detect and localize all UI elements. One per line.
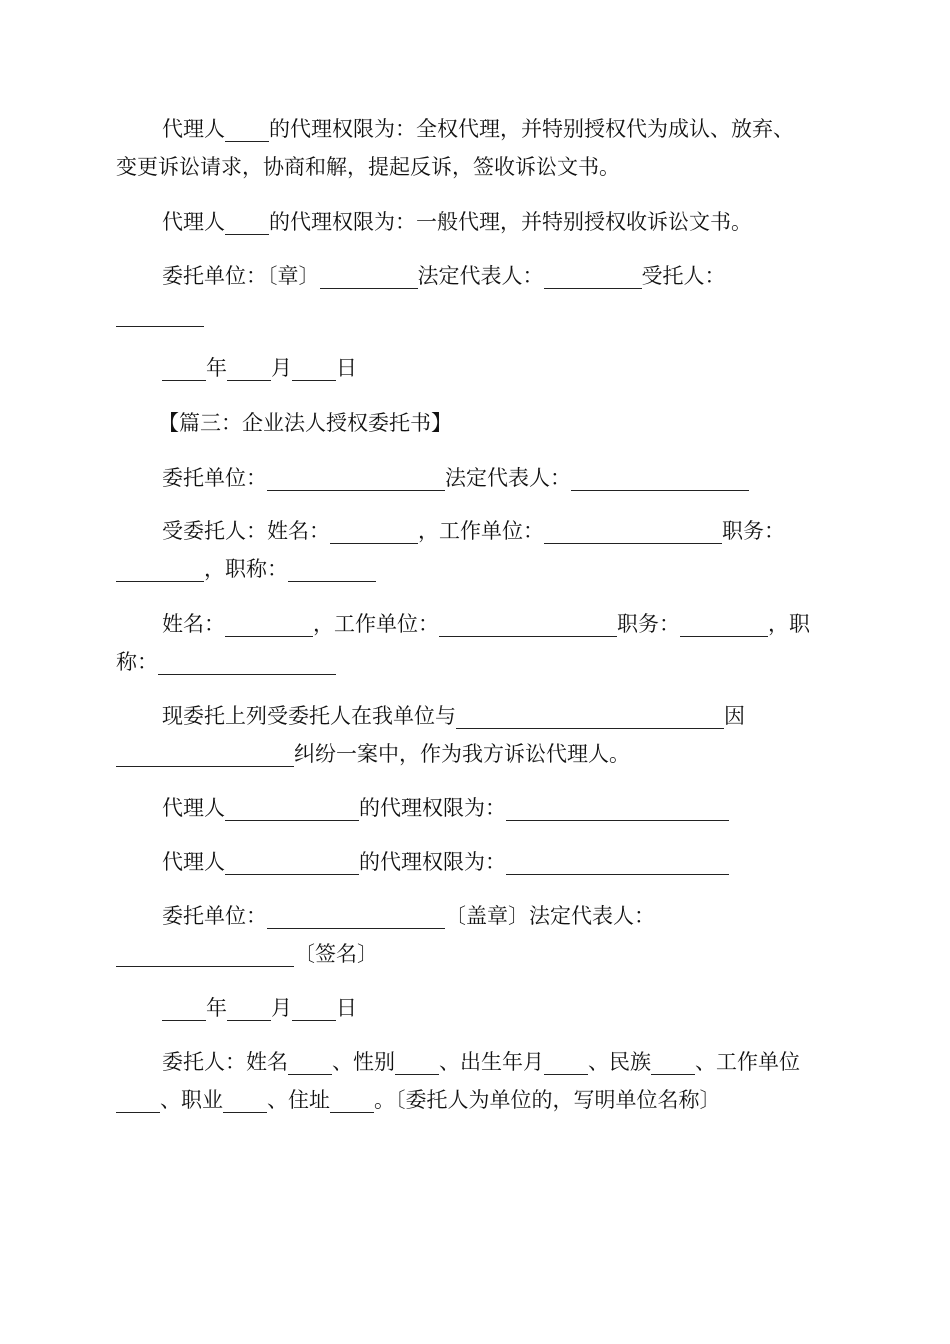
text: ，工作单位： xyxy=(418,519,544,543)
text: 、民族 xyxy=(588,1050,651,1074)
text: 、工作单位 xyxy=(695,1050,800,1074)
blank-line xyxy=(116,742,294,767)
blank-line xyxy=(506,850,729,875)
blank-line xyxy=(456,704,724,729)
blank-line xyxy=(223,1088,267,1113)
blank-line xyxy=(162,356,206,381)
blank-line xyxy=(544,519,722,544)
text: ，职称： xyxy=(204,557,288,581)
text: 〔盖章〕法定代表人： xyxy=(445,904,655,928)
text: ，职 xyxy=(768,612,810,636)
blank-line xyxy=(544,1050,588,1075)
text: 委托人：姓名 xyxy=(162,1050,288,1074)
section-title-text: 【篇三：企业法人授权委托书】 xyxy=(158,411,452,435)
blank-line xyxy=(571,466,749,491)
text: 代理人 xyxy=(162,850,225,874)
text: ，工作单位： xyxy=(313,612,439,636)
text: 、住址 xyxy=(267,1088,330,1112)
blank-line xyxy=(225,796,359,821)
blank-line xyxy=(320,264,418,289)
text: 月 xyxy=(271,356,292,380)
text: 称： xyxy=(116,650,158,674)
text: 、性别 xyxy=(332,1050,395,1074)
text: 代理人 xyxy=(162,117,225,141)
blank-line xyxy=(680,612,768,637)
paragraph-full-agency xyxy=(116,110,836,186)
text: 月 xyxy=(271,996,292,1020)
blank-line xyxy=(267,904,445,929)
blank-line xyxy=(330,1088,374,1113)
text: 职务： xyxy=(722,519,785,543)
text: 。〔委托人为单位的，写明单位名称〕 xyxy=(374,1088,721,1112)
date-line xyxy=(116,349,836,387)
text: 因 xyxy=(724,704,745,728)
text: 日 xyxy=(336,996,357,1020)
blank-line xyxy=(651,1050,695,1075)
text: 纠纷一案中，作为我方诉讼代理人。 xyxy=(294,742,630,766)
paragraph-general-agency xyxy=(116,203,836,241)
blank-line xyxy=(225,850,359,875)
text: 年 xyxy=(206,996,227,1020)
date-line xyxy=(116,989,836,1027)
text: 姓名： xyxy=(162,612,225,636)
text: 变更诉讼请求，协商和解，提起反诉，签收诉讼文书。 xyxy=(116,155,620,179)
blank-line xyxy=(330,519,418,544)
blank-line xyxy=(288,557,376,582)
blank-line xyxy=(267,466,445,491)
text: 受委托人：姓名： xyxy=(162,519,330,543)
text: 年 xyxy=(206,356,227,380)
blank-line xyxy=(395,1050,439,1075)
blank-line xyxy=(439,612,617,637)
text: 的代理权限为： xyxy=(359,796,506,820)
blank-line xyxy=(162,996,206,1021)
blank-line xyxy=(544,264,642,289)
paragraph-agent-1 xyxy=(116,512,836,588)
blank-line xyxy=(116,557,204,582)
blank-line xyxy=(292,356,336,381)
text: 的代理权限为：一般代理，并特别授权收诉讼文书。 xyxy=(269,210,752,234)
text: 代理人 xyxy=(162,796,225,820)
text: 代理人 xyxy=(162,210,225,234)
paragraph-principal-info xyxy=(116,1043,836,1119)
blank-line xyxy=(225,210,269,235)
blank-line xyxy=(116,942,294,967)
blank-line xyxy=(227,996,271,1021)
text: 现委托上列受委托人在我单位与 xyxy=(162,704,456,728)
blank-line xyxy=(288,1050,332,1075)
text: 〔签名〕 xyxy=(294,942,378,966)
text: 的代理权限为： xyxy=(359,850,506,874)
text: 职务： xyxy=(617,612,680,636)
paragraph-agent-2 xyxy=(116,605,836,681)
paragraph-signatures xyxy=(116,257,836,333)
blank-line xyxy=(225,117,269,142)
blank-line xyxy=(158,650,336,675)
blank-line xyxy=(292,996,336,1021)
text: 的代理权限为：全权代理，并特别授权代为成认、放弃、 xyxy=(269,117,794,141)
paragraph-entrusting-unit xyxy=(116,459,836,497)
blank-line xyxy=(225,612,313,637)
text: 委托单位： xyxy=(162,904,267,928)
section-title xyxy=(116,404,836,442)
blank-line xyxy=(116,302,204,327)
blank-line xyxy=(227,356,271,381)
paragraph-case-entrust xyxy=(116,697,836,773)
paragraph-unit-signature xyxy=(116,897,836,973)
text: 委托单位： xyxy=(162,466,267,490)
text: 法定代表人： xyxy=(417,264,544,288)
text: 、职业 xyxy=(160,1088,223,1112)
paragraph-agent-authority-1 xyxy=(116,789,836,827)
text: 法定代表人： xyxy=(445,466,571,490)
blank-line xyxy=(116,1088,160,1113)
text: 委托单位：〔章〕 xyxy=(162,264,320,288)
text: 日 xyxy=(336,356,357,380)
blank-line xyxy=(506,796,729,821)
text: 、出生年月 xyxy=(439,1050,544,1074)
paragraph-agent-authority-2 xyxy=(116,843,836,881)
text: 受托人： xyxy=(641,264,726,288)
